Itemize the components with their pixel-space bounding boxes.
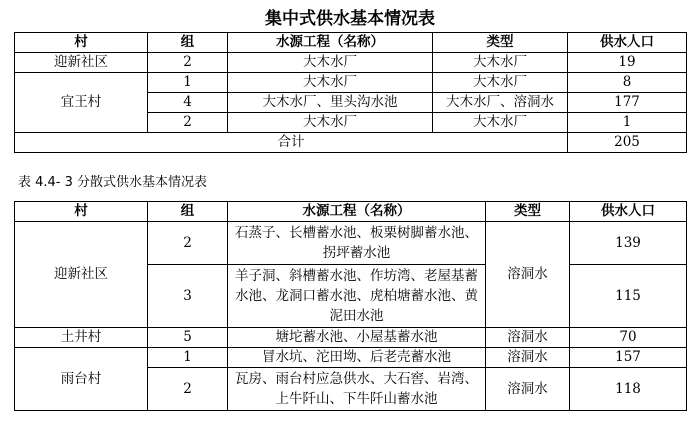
col-header-type: 类型	[486, 202, 570, 222]
source-cell: 石蒸子、长槽蓄水池、板栗树脚蓄水池、拐坪蓄水池	[228, 222, 486, 265]
village-cell: 迎新社区	[15, 222, 148, 328]
col-header-village: 村	[15, 202, 148, 222]
col-header-source: 水源工程（名称）	[228, 202, 486, 222]
type-cell: 溶洞水	[486, 222, 570, 328]
population-cell: 19	[568, 53, 687, 73]
village-cell: 雨台村	[15, 348, 148, 411]
col-header-type: 类型	[433, 33, 568, 53]
group-cell: 2	[148, 222, 228, 265]
type-cell: 溶洞水	[486, 348, 570, 368]
village-cell: 宜王村	[15, 73, 148, 133]
total-value: 205	[568, 133, 687, 153]
population-cell: 1	[568, 113, 687, 133]
total-row	[15, 133, 687, 153]
col-header-group: 组	[148, 33, 228, 53]
population-cell: 157	[570, 348, 687, 368]
population-cell: 70	[570, 328, 687, 348]
source-cell: 冒水坑、沱田坳、后老壳蓄水池	[228, 348, 486, 368]
table-row	[15, 222, 687, 265]
source-cell: 大木水厂、里头沟水池	[228, 93, 433, 113]
population-cell: 115	[570, 265, 687, 328]
dispersed-water-supply-table	[14, 201, 687, 411]
table1-title: 集中式供水基本情况表	[265, 9, 435, 29]
source-cell: 大木水厂	[228, 113, 433, 133]
col-header-population: 供水人口	[570, 202, 687, 222]
population-cell: 118	[570, 368, 687, 411]
table2-caption: 表 4.4- 3 分散式供水基本情况表	[18, 175, 208, 190]
group-cell: 2	[148, 368, 228, 411]
type-cell: 大木水厂	[433, 53, 568, 73]
type-cell: 溶洞水	[486, 368, 570, 411]
table-row	[15, 53, 687, 73]
village-cell: 迎新社区	[15, 53, 148, 73]
group-cell: 2	[148, 53, 228, 73]
type-cell: 大木水厂、溶洞水	[433, 93, 568, 113]
group-cell: 3	[148, 265, 228, 328]
table-row	[15, 348, 687, 368]
type-cell: 大木水厂	[433, 73, 568, 93]
source-cell: 大木水厂	[228, 53, 433, 73]
population-cell: 177	[568, 93, 687, 113]
col-header-group: 组	[148, 202, 228, 222]
table-row	[15, 73, 687, 93]
group-cell: 2	[148, 113, 228, 133]
table-header-row	[15, 202, 687, 222]
centralized-water-supply-table	[14, 32, 687, 153]
col-header-source: 水源工程（名称）	[228, 33, 433, 53]
group-cell: 1	[148, 348, 228, 368]
source-cell: 塘坨蓄水池、小屋基蓄水池	[228, 328, 486, 348]
population-cell: 8	[568, 73, 687, 93]
source-cell: 瓦房、雨台村应急供水、大石窖、岩湾、上牛阡山、下牛阡山蓄水池	[228, 368, 486, 411]
type-cell: 大木水厂	[433, 113, 568, 133]
col-header-village: 村	[15, 33, 148, 53]
total-label: 合计	[15, 133, 568, 153]
source-cell: 羊子洞、斜槽蓄水池、作坊湾、老屋基蓄水池、龙洞口蓄水池、虎柏塘蓄水池、黄泥田水池	[228, 265, 486, 328]
group-cell: 4	[148, 93, 228, 113]
group-cell: 1	[148, 73, 228, 93]
table-header-row	[15, 33, 687, 53]
group-cell: 5	[148, 328, 228, 348]
population-cell: 139	[570, 222, 687, 265]
col-header-population: 供水人口	[568, 33, 687, 53]
type-cell: 溶洞水	[486, 328, 570, 348]
table-row	[15, 328, 687, 348]
source-cell: 大木水厂	[228, 73, 433, 93]
village-cell: 土井村	[15, 328, 148, 348]
